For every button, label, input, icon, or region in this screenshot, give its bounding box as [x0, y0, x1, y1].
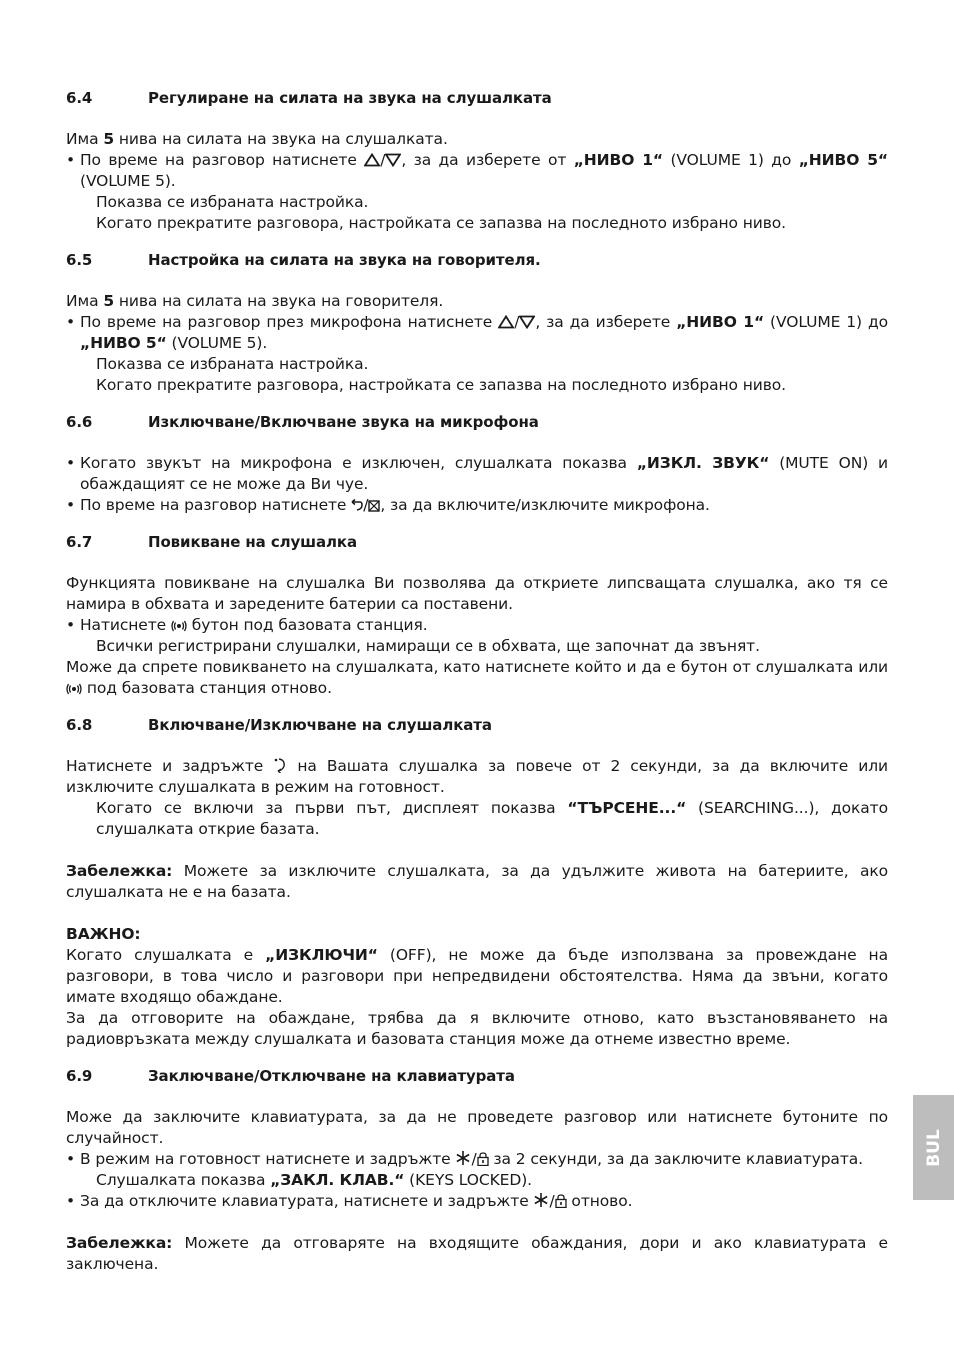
section-heading-6-7: 6.7 Повикване на слушалка	[66, 533, 358, 551]
section-heading-6-6: 6.6 Изключване/Включване звука на микрофона	[66, 413, 539, 431]
down-triangle-icon	[385, 153, 401, 167]
bullet-item: • По време на разговор натиснете / , за да изберете от „НИВО 1“ (VOLUME 1) до „НИВО 5“ (VOLUME 5).	[66, 151, 888, 190]
back-arrow-icon	[351, 498, 363, 512]
paragraph: Може да спрете повикването на слушалката, като натиснете който и да е бутон от слушалката или под базовата станция отново.	[66, 658, 888, 697]
section-heading-6-9: 6.9 Заключване/Отключване на клавиатурата	[66, 1067, 515, 1085]
paragraph: Има 5 нива на силата на звука на говорителя.	[66, 292, 444, 310]
bullet-item: • В режим на готовност натиснете и задръжте / за 2 секунди, за да заключите клавиатурата.	[66, 1150, 863, 1168]
bullet-item: • Когато звукът на микрофона е изключен, слушалката показва „ИЗКЛ. ЗВУК“ (MUTE ON) и обаждащият се не може да Ви чуе.	[66, 454, 888, 493]
important-label: ВАЖНО:	[66, 925, 141, 943]
paragraph: Слушалката показва „ЗАКЛ. КЛАВ.“ (KEYS LOCKED).	[96, 1171, 532, 1189]
language-tab-label: BUL	[923, 1128, 944, 1167]
section-heading-6-4: 6.4 Регулиране на силата на звука на слушалката	[66, 89, 552, 107]
power-back-icon	[273, 757, 287, 773]
star-icon	[533, 1192, 549, 1208]
mute-icon	[368, 500, 380, 512]
paragraph: Когато слушалката е „ИЗКЛЮЧИ“ (OFF), не може да бъде използвана за провеждане на разговори, в това число и разговори при непредвидени обстоятелства. Няма да звъни, когато имате входящо обаждане.	[66, 946, 888, 1006]
note: Забележка: Можете да отговаряте на входящите обаждания, дори и ако клавиатурата е заключена.	[66, 1234, 888, 1273]
note: Забележка: Можете за изключите слушалката, за да удължите живота на батериите, ако слушалката не е на базата.	[66, 862, 888, 901]
up-triangle-icon	[364, 153, 380, 167]
bullet-item: • За да отключите клавиатурата, натиснете и задръжте / отново.	[66, 1192, 633, 1210]
language-tab	[913, 1095, 954, 1200]
lock-icon	[477, 1152, 489, 1166]
section-heading-6-5: 6.5 Настройка на силата на звука на говорителя.	[66, 251, 541, 269]
star-icon	[455, 1150, 471, 1166]
paragraph: Има 5 нива на силата на звука на слушалката.	[66, 130, 448, 148]
paging-icon	[171, 620, 187, 632]
paging-icon	[66, 683, 82, 695]
manual-page: 6.4 Регулиране на силата на звука на слушалката Има 5 нива на силата на звука на слушалката. • По време на разговор натиснете / , за да изберете от „НИВО 1“ (VOLUME 1) до „НИВО 5“ (VOLUME 5). Показва се избраната настройка. Когато прекратите разговора, настройката се запазва на последното избрано ниво. 6.5 Настройка на силата на звука на говорителя. Има 5 нива на силата на звука на говорителя. • По време на разговор през микрофона натиснете / , за да изберете „НИВО 1“ (VOLUME 1) до „НИВО 5“ (VOLUME 5). Показва се избраната настройка. Когато прекратите разговора, настройката се запазва на последното избрано ниво. 6.6 Изключване/Включване звука на микрофона • Когато звукът на микрофона е изключен, слушалката показва „ИЗКЛ. ЗВУК“ (MUTE ON) и обаждащият се не може да Ви чуе. • По време на разговор натиснете / , за да включите/изключите микрофона. 6.7 Повикване на слушалка Функцията повикване на слушалка Ви позволява да откриете липсващата слушалка, ако тя се намира в обхвата и заредените батерии са поставени. • Натиснете бутон под базовата станция. Всички регистрирани слушалки, намиращи се в обхвата, ще започнат да звънят. Може да спрете повикването на слушалката, като натиснете който и да е бутон от слушалката или под базовата станция отново. 6.8 Включване/Изключване на слушалката Натиснете и задръжте на Вашата слушалка за повече от 2 секунди, за да включите или изключите слушалката в режим на готовност. Когато се включи за първи път, дисплеят показва “ТЪРСЕНЕ...“ (SEARCHING...), докато слушалката открие базата. Забележка: Можете за изключите слушалката, за да удължите живота на батериите, ако слушалката не е на базата. ВАЖНО: Когато слушалката е „ИЗКЛЮЧИ“ (OFF), не може да бъде използвана за провеждане на разговори, в това число и разговори при непредвидени обстоятелства. Няма да звъни, когато имате входящо обаждане. За да отговорите на обаждане, трябва да я включите отново, като възстановяването на радиовръзката между слушалката и базовата станция може да отнеме известно време. 6.9 Заключване/Отключване на клавиатурата Може да заключите клавиатурата, за да не проведете разговор или натиснете бутоните по случайност. • В режим на готовност натиснете и задръжте / за 2 секунди, за да заключите клавиатурата. Слушалката показва „ЗАКЛ. КЛАВ.“ (KEYS LOCKED). • За да отключите клавиатурата, натиснете и задръжте / отново. Забележка: Можете да отговаряте на входящите обаждания, дори и ако клавиатурата е заключена.	[66, 89, 889, 1273]
section-heading-6-8: 6.8 Включване/Изключване на слушалката	[66, 716, 492, 734]
lock-icon	[555, 1194, 567, 1208]
down-triangle-icon	[519, 315, 535, 329]
bullet-item: • Натиснете бутон под базовата станция.	[66, 616, 428, 634]
bullet-item: • По време на разговор натиснете / , за да включите/изключите микрофона.	[66, 496, 710, 514]
paragraph: Натиснете и задръжте на Вашата слушалка за повече от 2 секунди, за да включите или изключите слушалката в режим на готовност.	[66, 757, 889, 796]
paragraph: Когато се включи за първи път, дисплеят показва “ТЪРСЕНЕ...“ (SEARCHING...), докато слушалката открие базата.	[96, 799, 888, 838]
bullet-item: • По време на разговор през микрофона натиснете / , за да изберете „НИВО 1“ (VOLUME 1) до „НИВО 5“ (VOLUME 5).	[66, 313, 888, 352]
up-triangle-icon	[498, 315, 514, 329]
